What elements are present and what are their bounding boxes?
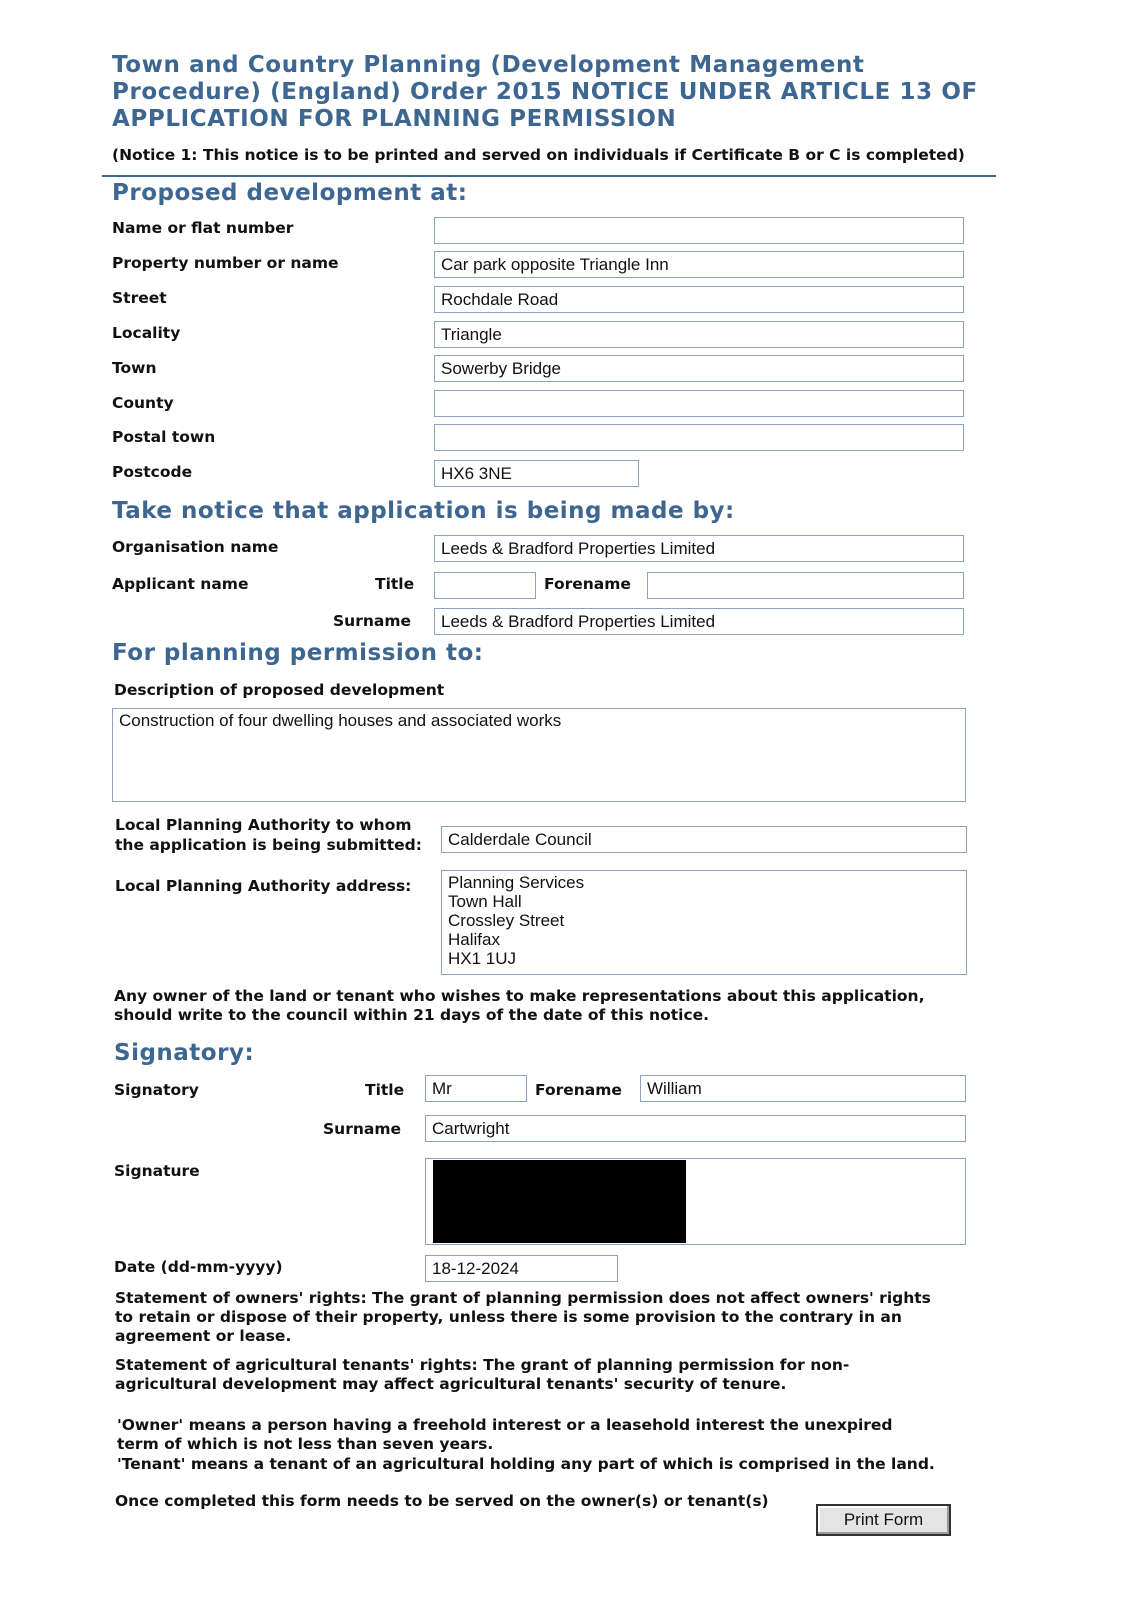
postcode-field[interactable]: HX6 3NE <box>434 460 639 487</box>
signatory-heading: Signatory: <box>114 1040 255 1066</box>
description-label: Description of proposed development <box>114 681 445 699</box>
owner-definition-line-2: term of which is not less than seven years. <box>117 1435 494 1453</box>
agricultural-rights-line-1: Statement of agricultural tenants' rights: The grant of planning permission for non- <box>115 1356 850 1374</box>
locality-field[interactable]: Triangle <box>434 321 964 348</box>
property-label: Property number or name <box>112 254 339 272</box>
lpa-address-field[interactable]: Planning Services Town Hall Crossley Street Halifax HX1 1UJ <box>441 870 967 975</box>
postal-town-label: Postal town <box>112 428 216 446</box>
organisation-label: Organisation name <box>112 538 279 556</box>
organisation-field[interactable]: Leeds & Bradford Properties Limited <box>434 535 964 562</box>
lpa-label-line-1: Local Planning Authority to whom <box>115 816 412 834</box>
owner-definition-line-1: 'Owner' means a person having a freehold interest or a leasehold interest the unexpired <box>117 1416 893 1434</box>
name-flat-field[interactable] <box>434 217 964 244</box>
signatory-forename-field[interactable]: William <box>640 1075 966 1102</box>
name-flat-label: Name or flat number <box>112 219 294 237</box>
signatory-title-field[interactable]: Mr <box>425 1075 527 1102</box>
signatory-label: Signatory <box>114 1081 199 1099</box>
proposed-development-heading: Proposed development at: <box>112 180 468 206</box>
owners-rights-line-2: to retain or dispose of their property, unless there is some provision to the contrary in an <box>115 1308 902 1326</box>
signatory-surname-label: Surname <box>323 1120 401 1138</box>
signatory-surname-field[interactable]: Cartwright <box>425 1115 966 1142</box>
applicant-title-field[interactable] <box>434 572 536 599</box>
lpa-label-line-2: the application is being submitted: <box>115 836 422 854</box>
owners-rights-line-3: agreement or lease. <box>115 1327 292 1345</box>
property-field[interactable]: Car park opposite Triangle Inn <box>434 251 964 278</box>
applicant-surname-field[interactable]: Leeds & Bradford Properties Limited <box>434 608 964 635</box>
served-notice: Once completed this form needs to be served on the owner(s) or tenant(s) <box>115 1492 769 1510</box>
header-divider <box>102 175 996 177</box>
representations-line-1: Any owner of the land or tenant who wishes to make representations about this application, <box>114 987 925 1005</box>
form-title: Town and Country Planning (Development Management Procedure) (England) Order 2015 NOTICE UNDER ARTICLE 13 OF APPLICATION FOR PLANNING PERMISSION <box>112 52 978 132</box>
town-label: Town <box>112 359 157 377</box>
locality-label: Locality <box>112 324 181 342</box>
applicant-surname-label: Surname <box>333 612 411 630</box>
county-label: County <box>112 394 174 412</box>
owners-rights-line-1: Statement of owners' rights: The grant of planning permission does not affect owners' rights <box>115 1289 931 1307</box>
date-label: Date (dd-mm-yyyy) <box>114 1258 283 1276</box>
applicant-forename-label: Forename <box>544 575 631 593</box>
postal-town-field[interactable] <box>434 424 964 451</box>
town-field[interactable]: Sowerby Bridge <box>434 355 964 382</box>
applicant-heading: Take notice that application is being made by: <box>112 498 735 524</box>
lpa-field[interactable]: Calderdale Council <box>441 826 967 853</box>
applicant-name-label: Applicant name <box>112 575 249 593</box>
county-field[interactable] <box>434 390 964 417</box>
signatory-forename-label: Forename <box>535 1081 622 1099</box>
signatory-title-label: Title <box>365 1081 405 1099</box>
lpa-address-label: Local Planning Authority address: <box>115 877 412 895</box>
redacted-signature <box>433 1160 686 1243</box>
date-field[interactable]: 18-12-2024 <box>425 1255 618 1282</box>
agricultural-rights-line-2: agricultural development may affect agricultural tenants' security of tenure. <box>115 1375 787 1393</box>
permission-heading: For planning permission to: <box>112 640 484 666</box>
tenant-definition: 'Tenant' means a tenant of an agricultural holding any part of which is comprised in the land. <box>117 1455 935 1473</box>
applicant-title-label: Title <box>375 575 415 593</box>
street-field[interactable]: Rochdale Road <box>434 286 964 313</box>
postcode-label: Postcode <box>112 463 193 481</box>
notice-text: (Notice 1: This notice is to be printed and served on individuals if Certificate B or C is completed) <box>112 146 965 164</box>
applicant-forename-field[interactable] <box>647 572 964 599</box>
print-form-button[interactable]: Print Form <box>816 1504 951 1536</box>
signature-field[interactable] <box>425 1158 966 1245</box>
description-field[interactable]: Construction of four dwelling houses and associated works <box>112 708 966 802</box>
representations-line-2: should write to the council within 21 days of the date of this notice. <box>114 1006 710 1024</box>
street-label: Street <box>112 289 167 307</box>
signature-label: Signature <box>114 1162 200 1180</box>
